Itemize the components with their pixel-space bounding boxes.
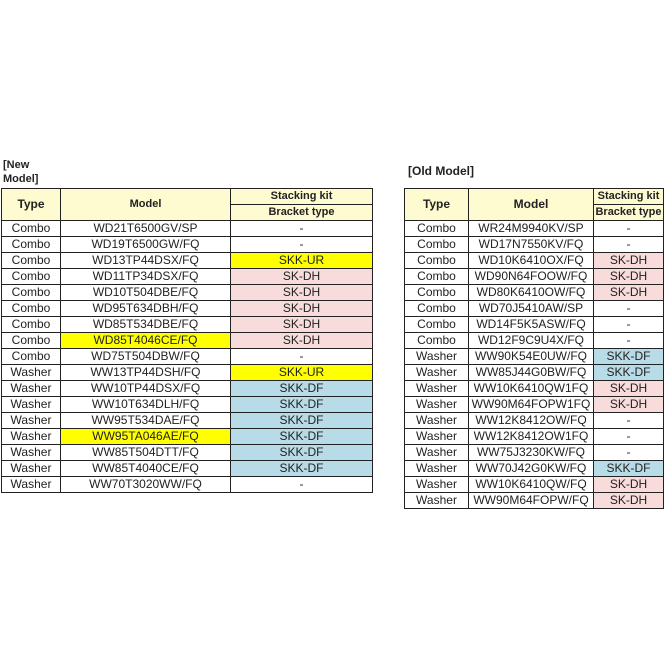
bracket-type-cell: SK-DH xyxy=(594,285,664,301)
type-cell: Washer xyxy=(2,461,61,477)
table-row xyxy=(2,413,373,429)
bracket-type-cell: SKK-UR xyxy=(231,253,373,269)
table-row xyxy=(405,493,664,509)
table-row xyxy=(2,285,373,301)
table-row xyxy=(405,365,664,381)
bracket-type-cell: - xyxy=(594,333,664,349)
old-model-title: [Old Model] xyxy=(408,164,474,178)
model-cell: WD21T6500GV/SP xyxy=(61,221,231,237)
table-row xyxy=(2,333,373,349)
header-type: Type xyxy=(405,189,469,221)
model-cell: WW90M64FOPW/FQ xyxy=(469,493,594,509)
type-cell: Combo xyxy=(2,285,61,301)
type-cell: Washer xyxy=(2,365,61,381)
table-row xyxy=(405,237,664,253)
type-cell: Combo xyxy=(405,301,469,317)
model-cell: WW10T634DLH/FQ xyxy=(61,397,231,413)
type-cell: Washer xyxy=(405,477,469,493)
table-row xyxy=(2,301,373,317)
model-cell: WD90N64FOOW/FQ xyxy=(469,269,594,285)
table-row xyxy=(2,397,373,413)
bracket-type-cell: - xyxy=(594,237,664,253)
table-row xyxy=(405,381,664,397)
type-cell: Washer xyxy=(405,349,469,365)
bracket-type-cell: SKK-DF xyxy=(594,365,664,381)
bracket-type-cell: SK-DH xyxy=(231,269,373,285)
table-row xyxy=(2,221,373,237)
header-bracket-type: Bracket type xyxy=(594,205,664,221)
bracket-type-cell: SK-DH xyxy=(594,397,664,413)
model-cell: WW10TP44DSX/FQ xyxy=(61,381,231,397)
type-cell: Washer xyxy=(405,429,469,445)
model-cell: WW10K6410QW1FQ xyxy=(469,381,594,397)
bracket-type-cell: SK-DH xyxy=(231,333,373,349)
table-row xyxy=(405,349,664,365)
model-cell: WW95T534DAE/FQ xyxy=(61,413,231,429)
bracket-type-cell: - xyxy=(231,237,373,253)
type-cell: Washer xyxy=(405,461,469,477)
type-cell: Washer xyxy=(2,381,61,397)
model-cell: WD10K6410OX/FQ xyxy=(469,253,594,269)
table-row xyxy=(2,253,373,269)
type-cell: Combo xyxy=(2,333,61,349)
bracket-type-cell: SK-DH xyxy=(594,253,664,269)
bracket-type-cell: SK-DH xyxy=(594,381,664,397)
bracket-type-cell: - xyxy=(594,445,664,461)
table-row xyxy=(405,301,664,317)
model-cell: WW95TA046AE/FQ xyxy=(61,429,231,445)
table-row xyxy=(2,317,373,333)
bracket-type-cell: - xyxy=(594,429,664,445)
bracket-type-cell: SK-DH xyxy=(594,477,664,493)
model-cell: WW85T4040CE/FQ xyxy=(61,461,231,477)
bracket-type-cell: SKK-DF xyxy=(231,413,373,429)
type-cell: Combo xyxy=(405,333,469,349)
table-row xyxy=(2,381,373,397)
bracket-type-cell: SKK-DF xyxy=(231,397,373,413)
table-row xyxy=(2,445,373,461)
model-cell: WW90M64FOPW1FQ xyxy=(469,397,594,413)
model-cell: WD75T504DBW/FQ xyxy=(61,349,231,365)
table-row xyxy=(405,445,664,461)
bracket-type-cell: - xyxy=(231,221,373,237)
model-cell: WW70T3020WW/FQ xyxy=(61,477,231,493)
bracket-type-cell: SKK-DF xyxy=(231,445,373,461)
bracket-type-cell: - xyxy=(231,349,373,365)
model-cell: WR24M9940KV/SP xyxy=(469,221,594,237)
table-row xyxy=(405,221,664,237)
type-cell: Washer xyxy=(2,477,61,493)
type-cell: Washer xyxy=(405,445,469,461)
table-row xyxy=(2,477,373,493)
table-row xyxy=(2,365,373,381)
bracket-type-cell: SKK-DF xyxy=(594,461,664,477)
table-row xyxy=(2,349,373,365)
table-row xyxy=(405,317,664,333)
new-model-title: [New Model] xyxy=(3,159,39,185)
model-cell: WW12K8412OW/FQ xyxy=(469,413,594,429)
model-cell: WD85T534DBE/FQ xyxy=(61,317,231,333)
model-cell: WD17N7550KV/FQ xyxy=(469,237,594,253)
type-cell: Combo xyxy=(2,301,61,317)
model-cell: WW90K54E0UW/FQ xyxy=(469,349,594,365)
type-cell: Combo xyxy=(2,317,61,333)
model-cell: WW12K8412OW1FQ xyxy=(469,429,594,445)
type-cell: Combo xyxy=(2,349,61,365)
bracket-type-cell: SK-DH xyxy=(231,317,373,333)
type-cell: Washer xyxy=(2,429,61,445)
model-cell: WW13TP44DSH/FQ xyxy=(61,365,231,381)
model-cell: WD19T6500GW/FQ xyxy=(61,237,231,253)
old-model-table xyxy=(404,188,664,509)
model-cell: WW10K6410QW/FQ xyxy=(469,477,594,493)
header-model: Model xyxy=(469,189,594,221)
table-row xyxy=(405,397,664,413)
table-row xyxy=(2,461,373,477)
type-cell: Washer xyxy=(405,365,469,381)
model-cell: WD85T4046CE/FQ xyxy=(61,333,231,349)
table-row xyxy=(405,429,664,445)
table-row xyxy=(405,269,664,285)
header-model: Model xyxy=(61,189,231,221)
table-row xyxy=(2,269,373,285)
table-row xyxy=(405,253,664,269)
type-cell: Washer xyxy=(405,397,469,413)
table-row xyxy=(2,237,373,253)
header-bracket-type: Bracket type xyxy=(231,205,373,221)
type-cell: Washer xyxy=(2,397,61,413)
type-cell: Washer xyxy=(405,413,469,429)
type-cell: Combo xyxy=(405,317,469,333)
bracket-type-cell: SKK-DF xyxy=(231,381,373,397)
bracket-type-cell: SKK-DF xyxy=(594,349,664,365)
type-cell: Combo xyxy=(405,237,469,253)
header-stacking-kit: Stacking kit xyxy=(231,189,373,205)
type-cell: Washer xyxy=(405,493,469,509)
table-row xyxy=(2,429,373,445)
table-row xyxy=(405,461,664,477)
model-cell: WD12F9C9U4X/FQ xyxy=(469,333,594,349)
type-cell: Washer xyxy=(2,445,61,461)
table-row xyxy=(405,333,664,349)
type-cell: Combo xyxy=(405,269,469,285)
type-cell: Combo xyxy=(2,253,61,269)
type-cell: Washer xyxy=(2,413,61,429)
bracket-type-cell: - xyxy=(231,477,373,493)
bracket-type-cell: SKK-UR xyxy=(231,365,373,381)
model-cell: WD10T504DBE/FQ xyxy=(61,285,231,301)
bracket-type-cell: - xyxy=(594,413,664,429)
bracket-type-cell: SKK-DF xyxy=(231,461,373,477)
model-cell: WD80K6410OW/FQ xyxy=(469,285,594,301)
table-row xyxy=(405,413,664,429)
bracket-type-cell: SKK-DF xyxy=(231,429,373,445)
type-cell: Combo xyxy=(405,285,469,301)
bracket-type-cell: SK-DH xyxy=(594,269,664,285)
model-cell: WW70J42G0KW/FQ xyxy=(469,461,594,477)
bracket-type-cell: SK-DH xyxy=(231,285,373,301)
model-cell: WW85T504DTT/FQ xyxy=(61,445,231,461)
bracket-type-cell: SK-DH xyxy=(594,493,664,509)
model-cell: WD13TP44DSX/FQ xyxy=(61,253,231,269)
table-row xyxy=(405,285,664,301)
header-stacking-kit: Stacking kit xyxy=(594,189,664,205)
type-cell: Washer xyxy=(405,381,469,397)
type-cell: Combo xyxy=(2,237,61,253)
bracket-type-cell: SK-DH xyxy=(231,301,373,317)
bracket-type-cell: - xyxy=(594,317,664,333)
type-cell: Combo xyxy=(2,221,61,237)
model-cell: WD70J5410AW/SP xyxy=(469,301,594,317)
type-cell: Combo xyxy=(2,269,61,285)
model-cell: WW75J3230KW/FQ xyxy=(469,445,594,461)
new-model-table xyxy=(1,188,373,493)
type-cell: Combo xyxy=(405,221,469,237)
bracket-type-cell: - xyxy=(594,221,664,237)
model-cell: WD95T634DBH/FQ xyxy=(61,301,231,317)
type-cell: Combo xyxy=(405,253,469,269)
model-cell: WW85J44G0BW/FQ xyxy=(469,365,594,381)
table-row xyxy=(405,477,664,493)
model-cell: WD11TP34DSX/FQ xyxy=(61,269,231,285)
bracket-type-cell: - xyxy=(594,301,664,317)
header-type: Type xyxy=(2,189,61,221)
model-cell: WD14F5K5ASW/FQ xyxy=(469,317,594,333)
